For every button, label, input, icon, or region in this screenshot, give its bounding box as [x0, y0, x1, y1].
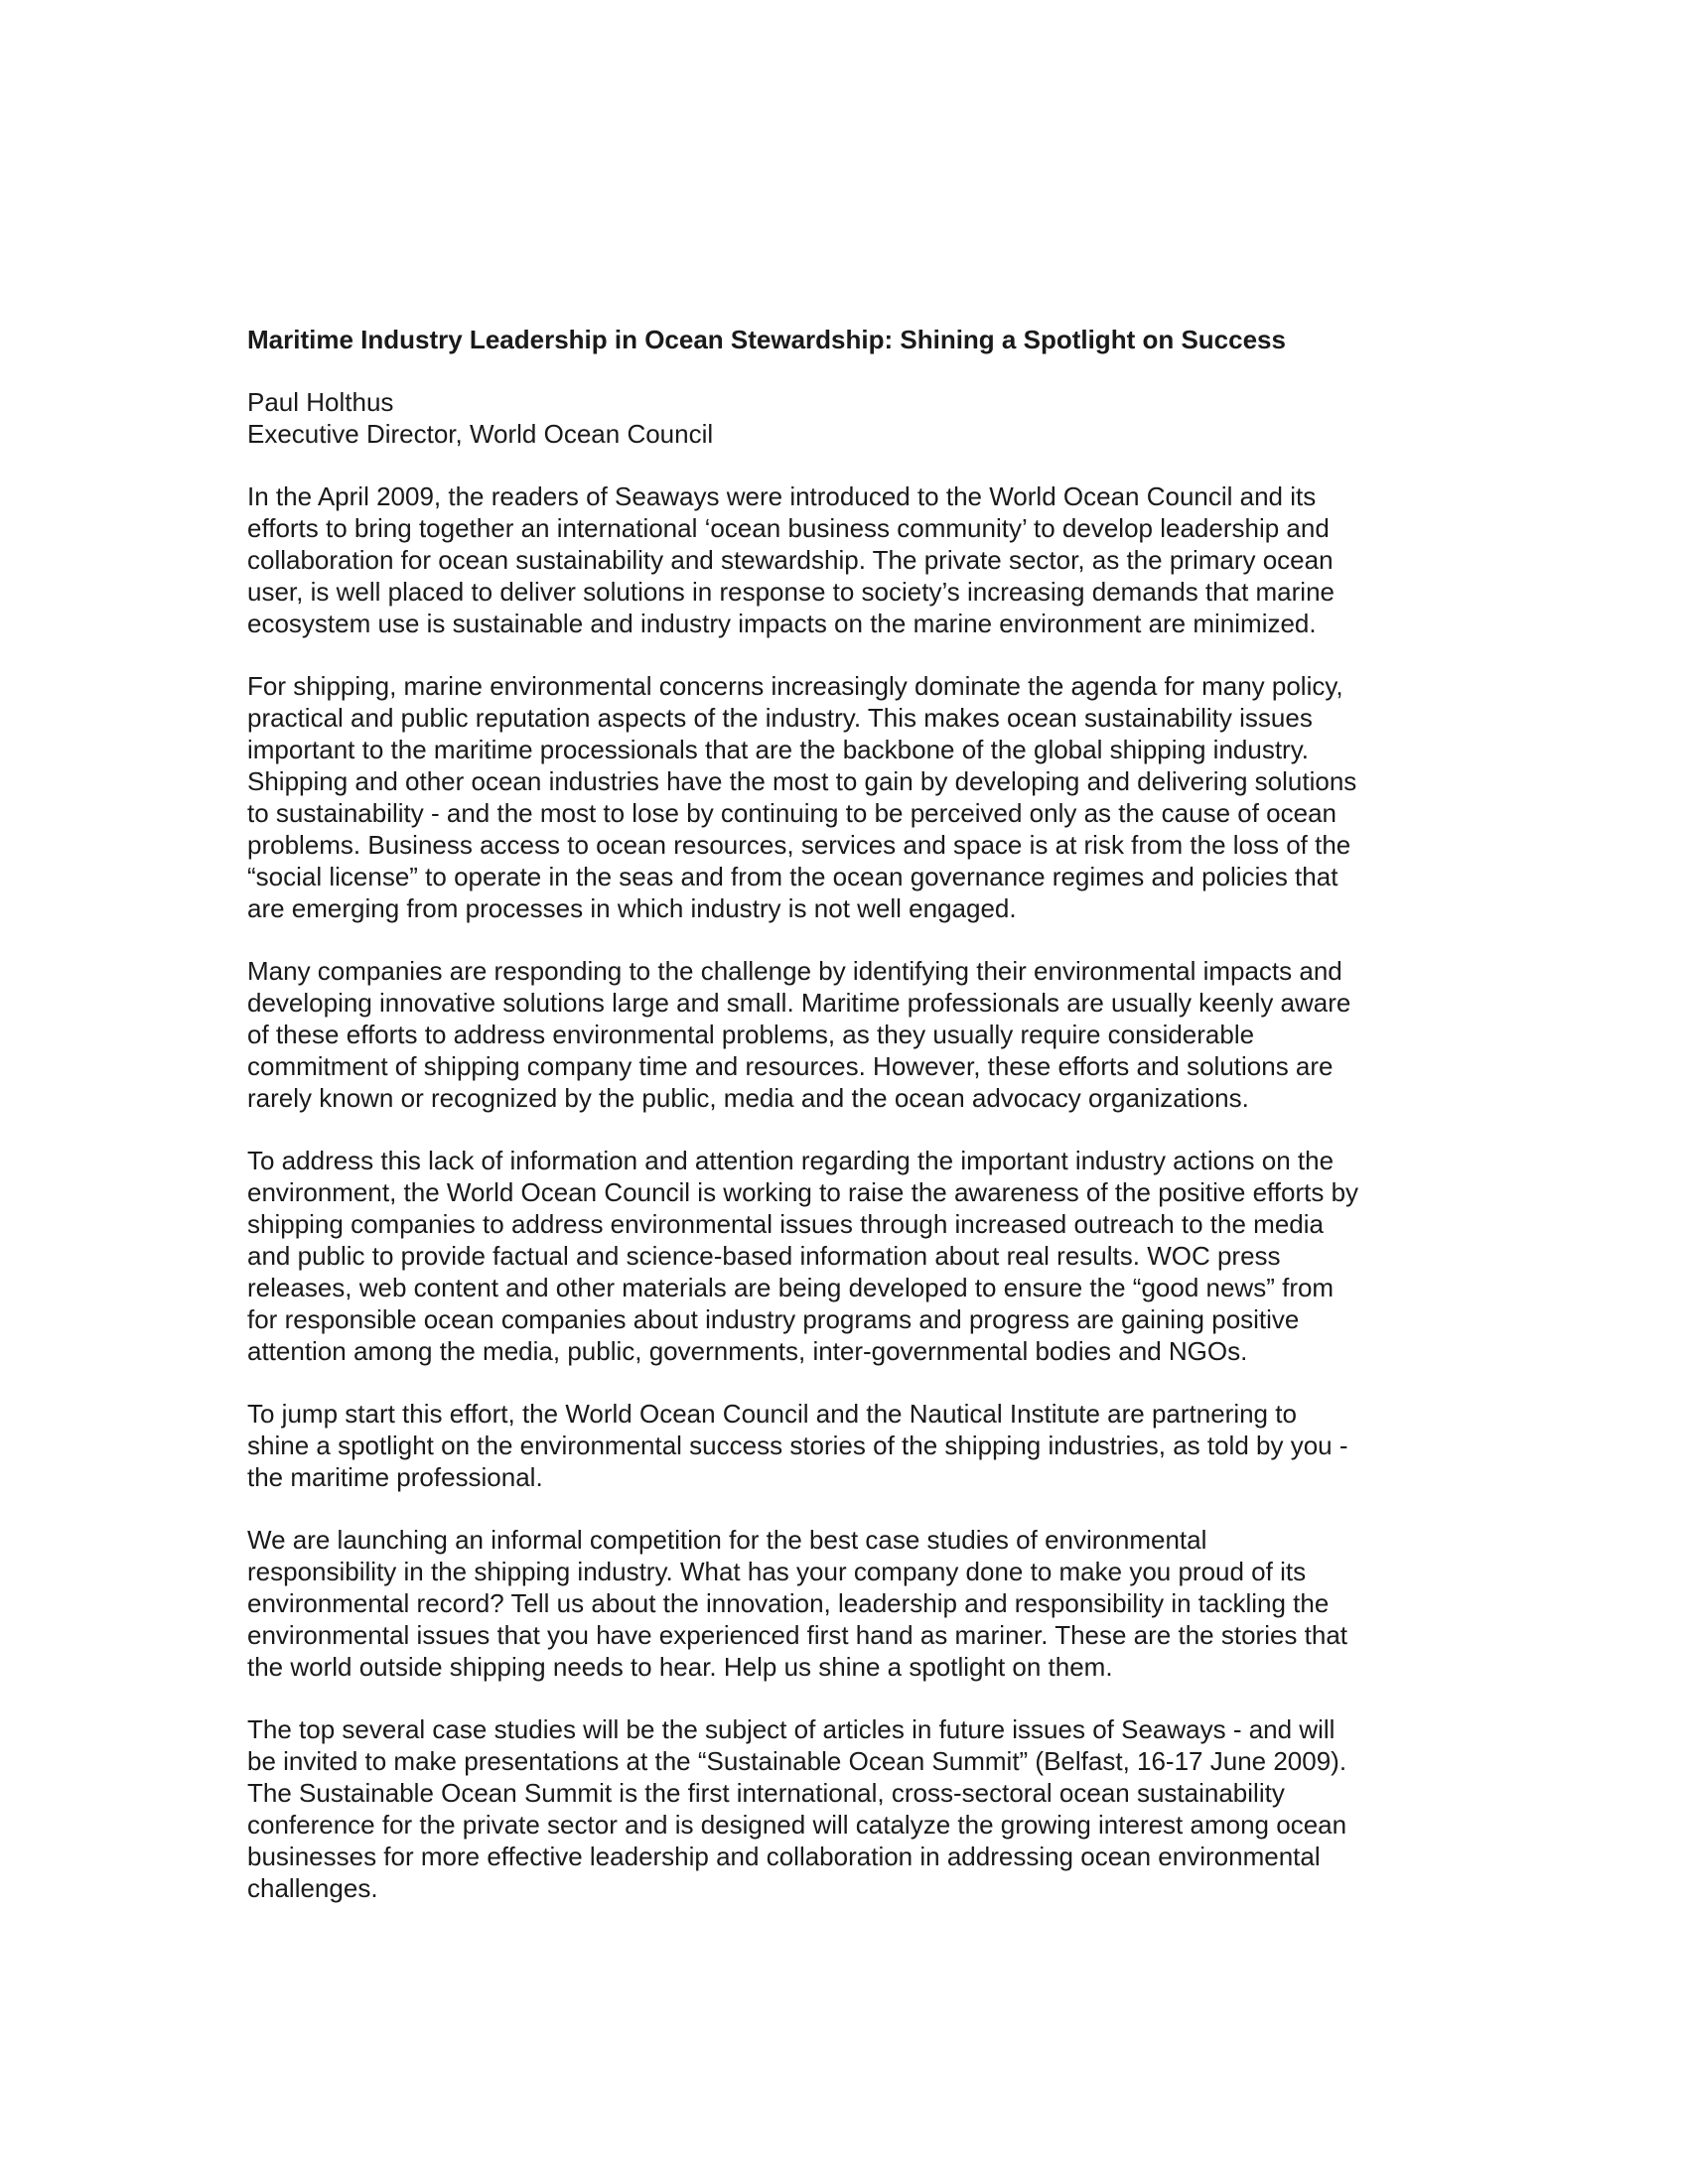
- paragraph-7: [247, 1713, 1446, 1904]
- paragraph-line: user, is well placed to deliver solutions in response to society’s increasing demands that marine: [247, 577, 1335, 607]
- paragraph-line: practical and public reputation aspects of the industry. This makes ocean sustainability issues: [247, 703, 1313, 733]
- paragraph-line: of these efforts to address environmental problems, as they usually require considerable: [247, 1020, 1255, 1049]
- paragraph-line: collaboration for ocean sustainability and stewardship. The private sector, as the primary ocean: [247, 545, 1334, 575]
- paragraph-line: attention among the media, public, governments, inter-governmental bodies and NGOs.: [247, 1336, 1248, 1366]
- paragraph-line: The top several case studies will be the subject of articles in future issues of Seaways - and will: [247, 1714, 1336, 1744]
- article-body: [247, 324, 1446, 1935]
- paragraph-line: ecosystem use is sustainable and industry impacts on the marine environment are minimized.: [247, 609, 1317, 638]
- paragraph-line: be invited to make presentations at the “Sustainable Ocean Summit” (Belfast, 16-17 June 2009).: [247, 1746, 1347, 1776]
- paragraph-5: [247, 1398, 1446, 1493]
- paragraph-line: shipping companies to address environmental issues through increased outreach to the media: [247, 1209, 1324, 1239]
- paragraph-6: [247, 1524, 1446, 1683]
- paragraph-line: for responsible ocean companies about industry programs and progress are gaining positive: [247, 1304, 1300, 1334]
- paragraph-line: To address this lack of information and attention regarding the important industry actions on the: [247, 1146, 1335, 1175]
- paragraph-line: Shipping and other ocean industries have the most to gain by developing and delivering solutions: [247, 766, 1357, 796]
- paragraph-line: We are launching an informal competition for the best case studies of environmental: [247, 1525, 1207, 1555]
- paragraph-line: businesses for more effective leadership and collaboration in addressing ocean environmental: [247, 1842, 1321, 1871]
- paragraph-line: environmental issues that you have experienced first hand as mariner. These are the stories that: [247, 1620, 1348, 1650]
- paragraph-line: “social license” to operate in the seas and from the ocean governance regimes and policies that: [247, 862, 1338, 891]
- article-title: Maritime Industry Leadership in Ocean Stewardship: Shining a Spotlight on Success: [247, 325, 1286, 354]
- paragraph-line: and public to provide factual and science-based information about real results. WOC press: [247, 1241, 1281, 1271]
- paragraph-line: For shipping, marine environmental concerns increasingly dominate the agenda for many policy,: [247, 671, 1343, 701]
- paragraph-line: In the April 2009, the readers of Seaways were introduced to the World Ocean Council and its: [247, 481, 1317, 511]
- paragraph-line: releases, web content and other materials are being developed to ensure the “good news” from: [247, 1273, 1335, 1302]
- paragraph-line: developing innovative solutions large and small. Maritime professionals are usually keenly aware: [247, 988, 1351, 1018]
- paragraph-line: commitment of shipping company time and resources. However, these efforts and solutions are: [247, 1051, 1334, 1081]
- author-block: [247, 386, 1446, 450]
- paragraph-line: The Sustainable Ocean Summit is the first international, cross-sectoral ocean sustainability: [247, 1778, 1285, 1808]
- paragraph-line: rarely known or recognized by the public, media and the ocean advocacy organizations.: [247, 1083, 1249, 1113]
- paragraph-line: responsibility in the shipping industry. What has your company done to make you proud of its: [247, 1557, 1307, 1586]
- paragraph-line: to sustainability - and the most to lose by continuing to be perceived only as the cause of ocean: [247, 798, 1337, 828]
- paragraph-line: the maritime professional.: [247, 1462, 543, 1492]
- paragraph-line: To jump start this effort, the World Ocean Council and the Nautical Institute are partnering to: [247, 1399, 1297, 1429]
- paragraph-line: efforts to bring together an international ‘ocean business community’ to develop leadership and: [247, 513, 1330, 543]
- paragraph-4: [247, 1145, 1446, 1367]
- paragraph-line: environmental record? Tell us about the innovation, leadership and responsibility in tackling the: [247, 1588, 1330, 1618]
- paragraph-3: [247, 955, 1446, 1114]
- paragraph-1: [247, 480, 1446, 639]
- paragraph-line: Many companies are responding to the challenge by identifying their environmental impacts and: [247, 956, 1342, 986]
- paragraph-line: challenges.: [247, 1873, 378, 1903]
- paragraph-line: shine a spotlight on the environmental success stories of the shipping industries, as told by you -: [247, 1431, 1348, 1460]
- paragraph-line: conference for the private sector and is designed will catalyze the growing interest among ocean: [247, 1810, 1347, 1840]
- paragraph-line: the world outside shipping needs to hear. Help us shine a spotlight on them.: [247, 1652, 1113, 1682]
- paragraph-line: environment, the World Ocean Council is working to raise the awareness of the positive efforts by: [247, 1177, 1359, 1207]
- paragraph-line: are emerging from processes in which industry is not well engaged.: [247, 893, 1017, 923]
- paragraph-2: [247, 670, 1446, 924]
- author-name: Paul Holthus: [247, 387, 394, 417]
- author-role: Executive Director, World Ocean Council: [247, 419, 714, 449]
- paragraph-line: problems. Business access to ocean resources, services and space is at risk from the loss of the: [247, 830, 1351, 860]
- paragraph-line: important to the maritime processionals that are the backbone of the global shipping industry.: [247, 735, 1310, 764]
